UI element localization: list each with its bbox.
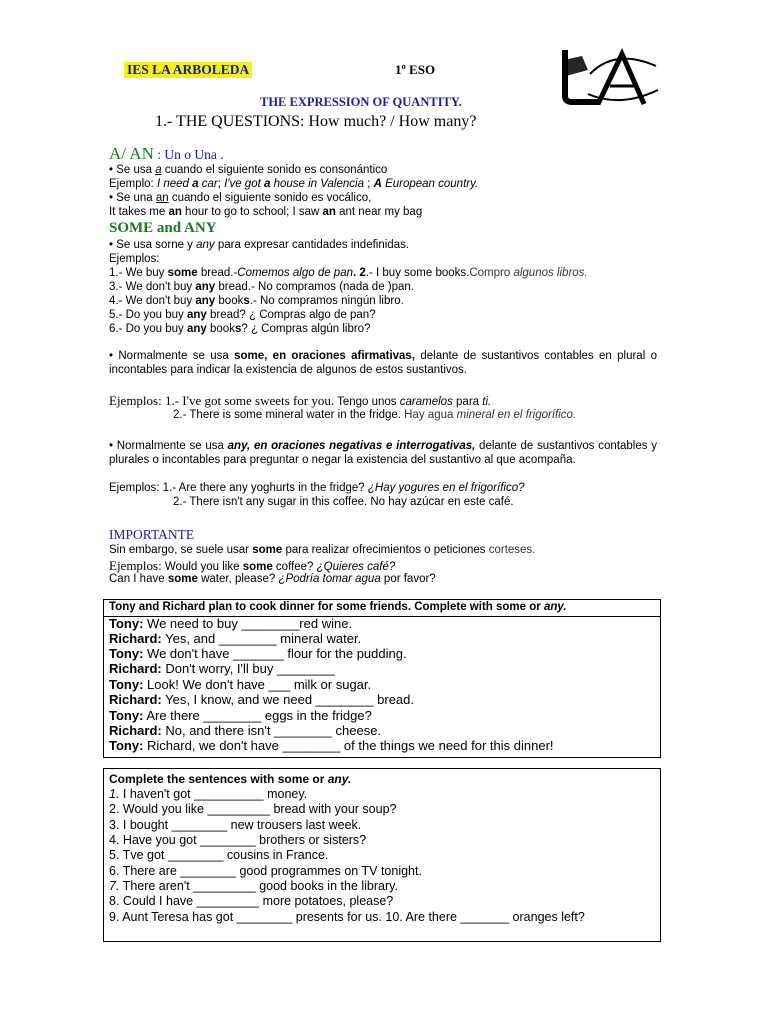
exercise-sentence: 5. Tve got ________ cousins in France. xyxy=(109,848,329,862)
dialogue-line: Tony: Are there ________ eggs in the fridge? xyxy=(109,708,372,723)
course-level: 1º ESO xyxy=(395,62,436,77)
school-name: IES LA ARBOLEDA xyxy=(124,62,252,78)
exercise-sentence: 2. Would you like _________ bread with your soup? xyxy=(109,802,397,816)
example-line-6: 6.- Do you buy any books? ¿ Compras algún libro? xyxy=(109,323,371,335)
negative-example-1: Ejemplos: 1.- Are there any yoghurts in the fridge? ¿Hay yogures en el frigorífico? xyxy=(109,482,525,494)
dialogue-line: Richard: Yes, I know, and we need ________ bread. xyxy=(109,692,414,707)
exercise1-instruction: Tony and Richard plan to cook dinner for some friends. Complete with some or any. xyxy=(109,601,567,613)
example-line-4: 4.- We don't buy any books.- No compramos ningún libro. xyxy=(109,295,404,307)
example-line-5: 5.- Do you buy any bread? ¿ Compras algo de pan? xyxy=(109,309,376,321)
importante-line-3: Can I have some water, please? ¿Podría tomar agua por favor? xyxy=(109,573,436,585)
exercise-sentence: 4. Have you got ________ brothers or sisters? xyxy=(109,833,367,847)
importante-line-2: Ejemplos: Would you like some coffee? ¿Quieres café? xyxy=(109,558,396,573)
affirmative-example-2: 2.- There is some mineral water in the fridge. Hay agua mineral en el frigorífico. xyxy=(173,409,577,421)
exercise-sentence: 3. I bought ________ new trousers last week. xyxy=(109,818,362,832)
dialogue-line: Tony: Richard, we don't have ________ of the things we need for this dinner! xyxy=(109,738,554,753)
page-subtitle: THE EXPRESSION OF QUANTITY. xyxy=(260,95,462,109)
dialogue-line: Tony: We don't have _______ flour for the pudding. xyxy=(109,646,407,661)
an-example-line: It takes me an hour to go to school; I saw an ant near my bag xyxy=(109,206,423,218)
affirmative-rule: • Normalmente se usa some, en oraciones afirmativas, delante de sustantivos contables en plural o incontables para indicar la existencia de algunos de estos sustantivos. xyxy=(109,350,657,376)
dialogue-line: Tony: Look! We don't have ___ milk or sugar. xyxy=(109,677,372,692)
exercise2-instruction: Complete the sentences with some or any. xyxy=(109,772,352,786)
exercise-sentence: 9. Aunt Teresa has got ________ presents for us. 10. Are there _______ oranges left? xyxy=(109,910,585,924)
school-logo-icon xyxy=(560,46,660,108)
a-an-note: Un o Una . xyxy=(164,147,224,162)
dialogue-line: Richard: Don't worry, I'll buy ________ xyxy=(109,661,335,676)
a-example-line: Ejemplo: I need a car; I've got a house in Valencia ; A European country. xyxy=(109,178,479,190)
exercise-sentence: 7. There aren't _________ good books in the library. xyxy=(109,879,398,893)
dialogue-line: Richard: No, and there isn't ________ cheese. xyxy=(109,723,382,738)
dialogue-line: Richard: Yes, and ________ mineral water. xyxy=(109,631,362,646)
importante-line-1: Sin embargo, se suele usar some para realizar ofrecimientos o peticiones corteses. xyxy=(109,544,536,556)
a-an-heading: A/ AN : Un o Una . xyxy=(109,144,224,163)
affirmative-example-1: Ejemplos: 1.- I've got some sweets for you. Tengo unos caramelos para ti. xyxy=(109,393,492,408)
some-any-intro: • Se usa sorne y any para expresar cantidades indefinidas. xyxy=(109,239,410,251)
negative-rule: • Normalmente se usa any, en oraciones negativas e interrogativas, delante de sustantivos contables y plurales o incontables para preguntar o negar la existencia del sustantivo al que acompaña. xyxy=(109,440,657,466)
example-line-1: 1.- We buy some bread.-Comemos algo de pan. 2.- I buy some books.Compro algunos libros. xyxy=(109,267,588,279)
page-title: 1.- THE QUESTIONS: How much? / How many? xyxy=(155,113,477,130)
exercise-sentence: 1. I haven't got __________ money. xyxy=(109,787,308,801)
example-line-3: 3.- We don't buy any bread.- No compramos (nada de )pan. xyxy=(109,281,414,293)
dialogue-line: Tony: We need to buy ________red wine. xyxy=(109,616,353,631)
a-rule-line: • Se usa a cuando el siguiente sonido es consonántico xyxy=(109,164,388,176)
an-rule-line: • Se una an cuando el siguiente sonido es vocálico, xyxy=(109,192,372,204)
negative-example-2: 2.- There isn't any sugar in this coffee. No hay azúcar en este café. xyxy=(173,496,514,508)
exercise-sentence: 6. There are ________ good programmes on TV tonight. xyxy=(109,864,422,878)
importante-heading: IMPORTANTE xyxy=(109,527,195,542)
exercise-sentence: 8. Could I have _________ more potatoes, please? xyxy=(109,894,394,908)
examples-label: Ejemplos: xyxy=(109,253,160,265)
some-any-heading: SOME and ANY xyxy=(109,220,217,236)
a-an-title: A/ AN xyxy=(109,144,154,163)
